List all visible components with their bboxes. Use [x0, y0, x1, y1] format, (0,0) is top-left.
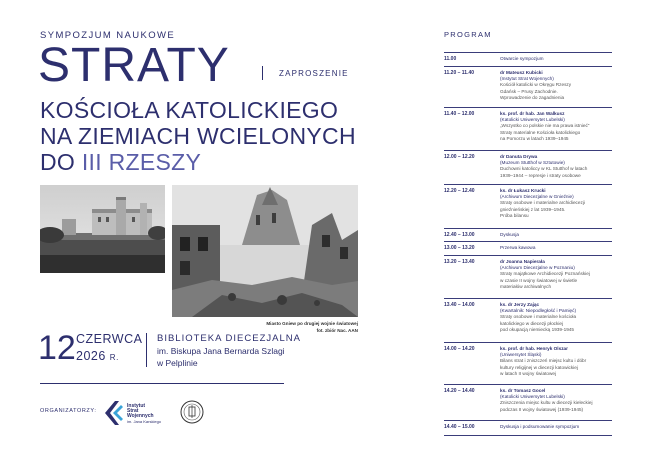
page-title: STRATY	[38, 39, 230, 92]
diocese-seal-icon	[180, 400, 204, 424]
program-speaker: dr Joanna Napierała	[500, 259, 545, 264]
program-line: pod okupacją niemiecką 1939-1945	[500, 326, 575, 332]
venue-line-3: w Pelplinie	[157, 358, 198, 368]
isw-logo-line-3: Wojennych	[127, 413, 154, 419]
program-row	[444, 66, 612, 108]
program-row	[444, 298, 612, 343]
program-row	[444, 255, 612, 299]
organizers-label: ORGANIZATORZY:	[40, 408, 97, 414]
program-time: 14.20 – 14.40	[444, 388, 475, 394]
isw-logo-line-1: Instytut	[127, 403, 146, 409]
program-time: 13.00 – 13.20	[444, 245, 475, 251]
program-speaker: dr Danuta Drywa	[500, 154, 538, 159]
program-desc	[500, 259, 612, 290]
isw-logo-line-4: im. Jana Karskiego	[127, 419, 162, 424]
program-speaker: dr Mateusz Kubicki	[500, 70, 543, 75]
program-desc	[500, 346, 612, 377]
subtitle-line-3-highlight: III RZESZY	[81, 149, 202, 175]
date-venue-separator	[146, 333, 147, 367]
event-year-number: 2026	[76, 349, 106, 363]
program-time: 12.20 – 12.40	[444, 188, 475, 194]
program-time: 13.40 – 14.00	[444, 302, 475, 308]
event-kicker: SYMPOZJUM NAUKOWE	[40, 30, 176, 41]
program-line: (Archiwum Diecezjalne w Poznaniu)	[500, 265, 575, 271]
program-line: katolickiego w diecezji płockiej	[500, 320, 564, 326]
program-heading: PROGRAM	[444, 30, 492, 39]
subtitle-line-3-prefix: DO	[40, 149, 76, 175]
subtitle-line-1: KOŚCIOŁA KATOLICKIEGO	[40, 97, 339, 123]
venue-line-2: im. Biskupa Jana Bernarda Szlagi	[157, 346, 285, 356]
photo-castle	[40, 185, 165, 273]
program-line: (Instytut Strat Wojennych)	[500, 76, 554, 82]
program-speaker: ks. prof. dr hab. Henryk Olszar	[500, 346, 568, 351]
program-line: w czasie II wojny światowej w świetle	[500, 277, 578, 283]
event-month: CZERWCA	[76, 332, 143, 346]
program-row	[444, 241, 612, 256]
program-line: Zniszczenia miejsc kultu w diecezji kieleckiej	[500, 400, 593, 406]
program-desc	[500, 302, 612, 333]
program-line: Straty osobowe i materialne kościoła	[500, 314, 577, 320]
program-line: Dyskusja	[500, 232, 520, 237]
program-desc	[500, 56, 612, 62]
event-day: 12	[38, 329, 76, 367]
program-line: (Uniwersytet Śląski)	[500, 352, 542, 358]
program-line: Duchowni katoliccy w KL Stutthof w latach	[500, 166, 588, 172]
program-line: Bilans strat i zniszczeń miejsc kultu i dóbr	[500, 358, 587, 364]
program-desc	[500, 424, 612, 430]
title-separator	[262, 66, 263, 80]
program-line: na Pomorzu w latach 1939–1945	[500, 135, 569, 141]
program-line: Próba bilansu	[500, 212, 529, 218]
program-line: Gdańsk – Prusy Zachodnie.	[500, 88, 558, 94]
program-time: 11.40 – 12.00	[444, 111, 475, 117]
program-line: w latach II wojny światowej	[500, 370, 557, 376]
program-desc	[500, 232, 612, 238]
program-row	[444, 52, 612, 67]
program-line: Przerwa kawowa	[500, 245, 536, 250]
program-desc	[500, 70, 612, 101]
photo-ruins	[172, 185, 358, 317]
program-line: Dyskusja i podsumowanie sympozjum	[500, 424, 580, 429]
program-desc	[500, 154, 612, 179]
program-time: 11.20 – 11.40	[444, 70, 475, 76]
program-time: 12.40 – 13.00	[444, 232, 475, 238]
program-time: 12.00 – 12.20	[444, 154, 475, 160]
program-desc	[500, 111, 612, 142]
program-line: gnieźnieńskiej z lat 1939–1945.	[500, 206, 566, 212]
program-row	[444, 150, 612, 185]
program-line: (Archiwum Diecezjalne w Gnieźnie)	[500, 194, 574, 200]
program-row	[444, 420, 612, 436]
isw-logo	[103, 399, 173, 427]
program-line: Otwarcie sympozjum	[500, 56, 544, 61]
program-speaker: ks. dr Tomasz Gocel	[500, 388, 546, 393]
program-line: materiałów archiwalnych	[500, 283, 552, 289]
footer-divider	[40, 383, 284, 384]
subtitle-line-3	[40, 149, 356, 175]
program-row	[444, 342, 612, 385]
program-speaker: ks. prof. dr hab. Jan Walkusz	[500, 111, 565, 116]
program-row	[444, 184, 612, 229]
program-line: podczas II wojny światowej (1939-1945)	[500, 406, 584, 412]
program-line: 1939–1944 – represje i straty osobowe	[500, 172, 581, 178]
program-line: Straty osobowe i materialne archidiecezji	[500, 200, 585, 206]
program-time: 14.00 – 14.20	[444, 346, 475, 352]
program-line: Straty materialne Kościoła katolickiego	[500, 129, 581, 135]
program-time: 14.40 – 15.00	[444, 424, 475, 430]
program-speaker: ks. dr Jerzy Zając	[500, 302, 540, 307]
program-line: Straty majątkowe Archidiecezji Poznańskiej	[500, 271, 590, 277]
program-line: (Katolicki Uniwersytet Lubelski)	[500, 394, 565, 400]
program-speaker: ks. dr Łukasz Krucki	[500, 188, 546, 193]
program-line: Wprowadzenie do zagadnienia	[500, 94, 565, 100]
venue-name: BIBLIOTEKA DIECEZJALNA	[157, 333, 301, 344]
program-time: 13.20 – 13.40	[444, 259, 475, 265]
page-subtitle	[40, 97, 356, 175]
program-row	[444, 384, 612, 421]
event-year-suffix: R.	[109, 353, 119, 362]
event-year	[76, 349, 119, 363]
program-desc	[500, 245, 612, 251]
program-desc	[500, 188, 612, 219]
photo-caption-line-1: Miasto Gniew po drugiej wojnie światowej	[266, 321, 358, 326]
program-line: (Muzeum Stutthof w Sztutowie)	[500, 160, 565, 166]
program-line: (Katolicki Uniwersytet Lubelski)	[500, 117, 565, 123]
program-desc	[500, 388, 612, 413]
subtitle-line-2: NA ZIEMIACH WCIELONYCH	[40, 123, 356, 149]
invitation-label: ZAPROSZENIE	[279, 69, 349, 78]
program-line: Kościół katolicki w Okręgu Rzeszy	[500, 82, 572, 88]
program-time: 11.00	[444, 56, 457, 62]
photo-caption	[240, 320, 358, 334]
program-line: (Kwartalnik: Niepodległość i Pamięć)	[500, 308, 577, 314]
program-row	[444, 107, 612, 151]
program-line: „Wszystko co polskie nie ma prawa istnieć"	[500, 123, 590, 129]
program-row	[444, 228, 612, 242]
program-line: kultury religijnej w diecezji katowickiej	[500, 364, 578, 370]
photo-caption-line-2: fot. zbiór Nac. AAN	[316, 328, 358, 333]
isw-logo-line-2: Strat	[127, 408, 139, 414]
